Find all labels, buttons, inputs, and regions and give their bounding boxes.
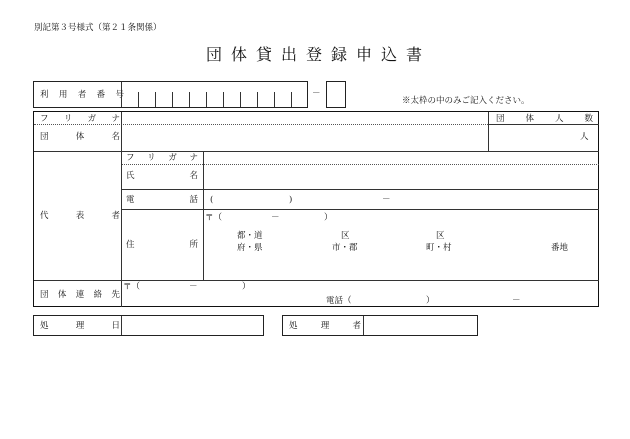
rep-postal-close: ） xyxy=(324,213,333,223)
process-date-input[interactable] xyxy=(122,316,263,335)
rep-phone-close: ) xyxy=(289,195,293,205)
rep-town-line2: 町・村 xyxy=(426,243,452,253)
furigana-label: フ リ ガ ナ xyxy=(40,114,120,124)
rep-city-line1: 区 xyxy=(341,231,350,241)
user-number-dash: － xyxy=(312,89,321,99)
digit-tick xyxy=(189,92,190,107)
group-name-label: 団 体 名 xyxy=(40,132,120,142)
digit-tick xyxy=(291,92,292,107)
digit-tick xyxy=(223,92,224,107)
instruction-note: ※太枠の中のみご記入ください。 xyxy=(402,96,530,106)
rep-banchi: 番地 xyxy=(551,243,569,253)
digit-tick xyxy=(206,92,207,107)
user-number-label: 利 用 者 番 号 xyxy=(40,90,124,100)
process-date-box xyxy=(33,315,264,336)
rep-furigana-input[interactable] xyxy=(204,152,599,164)
group-name-input[interactable] xyxy=(122,125,488,151)
processor-label: 処 理 者 xyxy=(289,321,361,331)
process-date-label: 処 理 日 xyxy=(40,321,120,331)
contact-postal-dash: － xyxy=(189,282,198,292)
rep-phone-input[interactable] xyxy=(204,190,599,209)
rep-address-label: 住 所 xyxy=(126,240,198,250)
page-title: 団体貸出登録申込書 xyxy=(206,45,432,64)
group-count-label: 団 体 人 数 xyxy=(496,114,593,124)
rep-city-line2: 市・郡 xyxy=(332,243,358,253)
contact-postal-close: ） xyxy=(242,282,251,292)
digit-tick xyxy=(172,92,173,107)
digit-tick xyxy=(274,92,275,107)
rep-town-line1: 区 xyxy=(436,231,445,241)
contact-phone-label: 電話（ xyxy=(326,296,352,306)
rep-name-input[interactable] xyxy=(204,165,599,189)
rep-phone-open: ( xyxy=(210,195,214,205)
main-form-table xyxy=(33,111,599,307)
contact-phone-close: ） xyxy=(426,296,435,306)
group-contact-label: 団 体 連 絡 先 xyxy=(40,290,120,300)
user-number-field[interactable] xyxy=(33,81,308,108)
rep-name-label: 氏 名 xyxy=(126,171,198,181)
user-number-check-digit[interactable] xyxy=(326,81,346,108)
digit-tick xyxy=(155,92,156,107)
rep-furigana-label: フ リ ガ ナ xyxy=(126,153,198,163)
contact-postal-mark: 〒（ xyxy=(123,282,141,292)
processor-box xyxy=(282,315,478,336)
rep-phone-label: 電 話 xyxy=(126,195,198,205)
rep-postal-dash: － xyxy=(271,213,280,223)
rep-pref-line1: 都・道 xyxy=(237,231,263,241)
representative-label: 代 表 者 xyxy=(40,211,120,221)
digit-tick xyxy=(240,92,241,107)
group-furigana-input[interactable] xyxy=(122,112,488,124)
digit-tick xyxy=(138,92,139,107)
form-reference: 別記第３号様式（第２１条関係） xyxy=(34,23,162,33)
processor-input[interactable] xyxy=(364,316,477,335)
rep-phone-dash: － xyxy=(382,195,391,205)
count-unit: 人 xyxy=(580,132,589,142)
rep-postal-mark: 〒（ xyxy=(205,213,223,223)
contact-phone-dash: － xyxy=(512,296,521,306)
rep-address-input[interactable] xyxy=(204,210,599,280)
digit-tick xyxy=(257,92,258,107)
rep-pref-line2: 府・県 xyxy=(237,243,263,253)
divider xyxy=(121,82,122,107)
count-column-divider xyxy=(488,112,489,151)
